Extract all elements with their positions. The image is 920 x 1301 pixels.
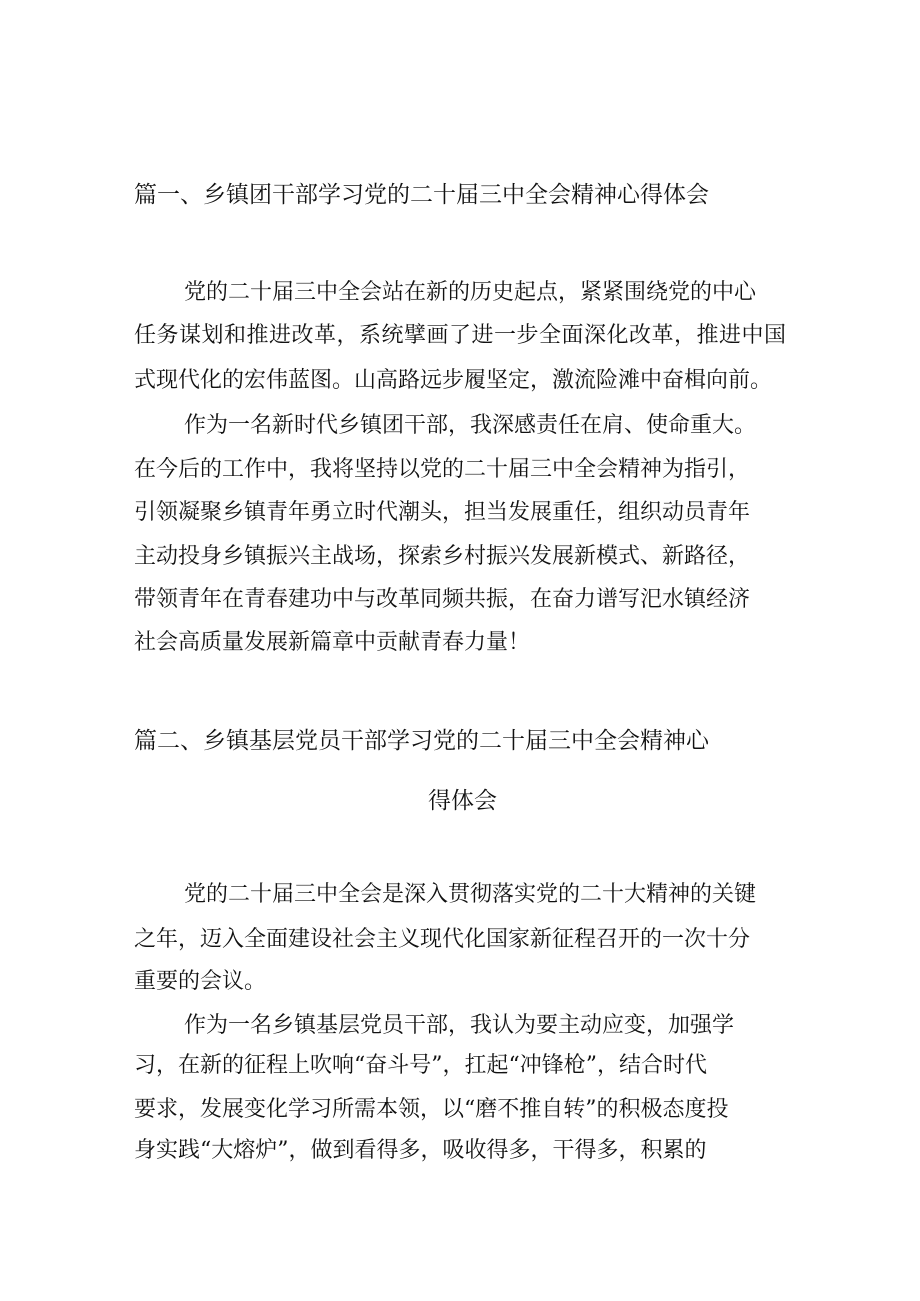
section-1-title: 篇一、乡镇团干部学习党的二十届三中全会精神心得体会: [134, 182, 709, 208]
section-2-para-2-line-1: 作为一名乡镇基层党员干部，我认为要主动应变，加强学: [184, 1013, 735, 1038]
section-1-para-1-line-2: 任务谋划和推进改革，系统擘画了进一步全面深化改革，推进中国: [134, 323, 787, 348]
section-1-para-1-line-1: 党的二十届三中全会站在新的历史起点，紧紧围绕党的中心: [184, 280, 757, 305]
section-2-title-line-1: 篇二、乡镇基层党员干部学习党的二十届三中全会精神心: [134, 728, 709, 754]
section-2-para-1-line-1: 党的二十届三中全会是深入贯彻落实党的二十大精神的关键: [184, 882, 757, 907]
section-2-para-1-line-3: 重要的会议。: [134, 969, 267, 994]
section-1-para-2-line-3: 引领凝聚乡镇青年勇立时代潮头，担当发展重任，组织动员青年: [134, 500, 751, 525]
section-1-para-2-line-1: 作为一名新时代乡镇团干部，我深感责任在肩、使命重大。: [184, 413, 757, 438]
section-2-title-line-2: 得体会: [428, 788, 497, 814]
section-2-para-2-line-2: 习，在新的征程上吹响“奋斗号”，扛起“冲锋枪”，结合时代: [134, 1053, 707, 1078]
section-2-para-2-line-4: 身实践“大熔炉”，做到看得多，吸收得多，干得多，积累的: [134, 1138, 707, 1163]
section-1-para-2-line-5: 带领青年在青春建功中与改革同频共振，在奋力谱写汜水镇经济: [134, 587, 751, 612]
section-2-para-2-line-3: 要求，发展变化学习所需本领，以“磨不推自转”的积极态度投: [134, 1097, 729, 1122]
section-1-para-2-line-6: 社会高质量发展新篇章中贡献青春力量！: [134, 630, 531, 655]
section-1-para-2-line-4: 主动投身乡镇振兴主战场，探索乡村振兴发展新模式、新路径，: [134, 544, 751, 569]
section-1-para-1-line-3: 式现代化的宏伟蓝图。山高路远步履坚定，激流险滩中奋楫向前。: [134, 368, 773, 393]
section-2-para-1-line-2: 之年，迈入全面建设社会主义现代化国家新征程召开的一次十分: [134, 927, 751, 952]
section-1-para-2-line-2: 在今后的工作中，我将坚持以党的二十届三中全会精神为指引，: [134, 457, 751, 482]
